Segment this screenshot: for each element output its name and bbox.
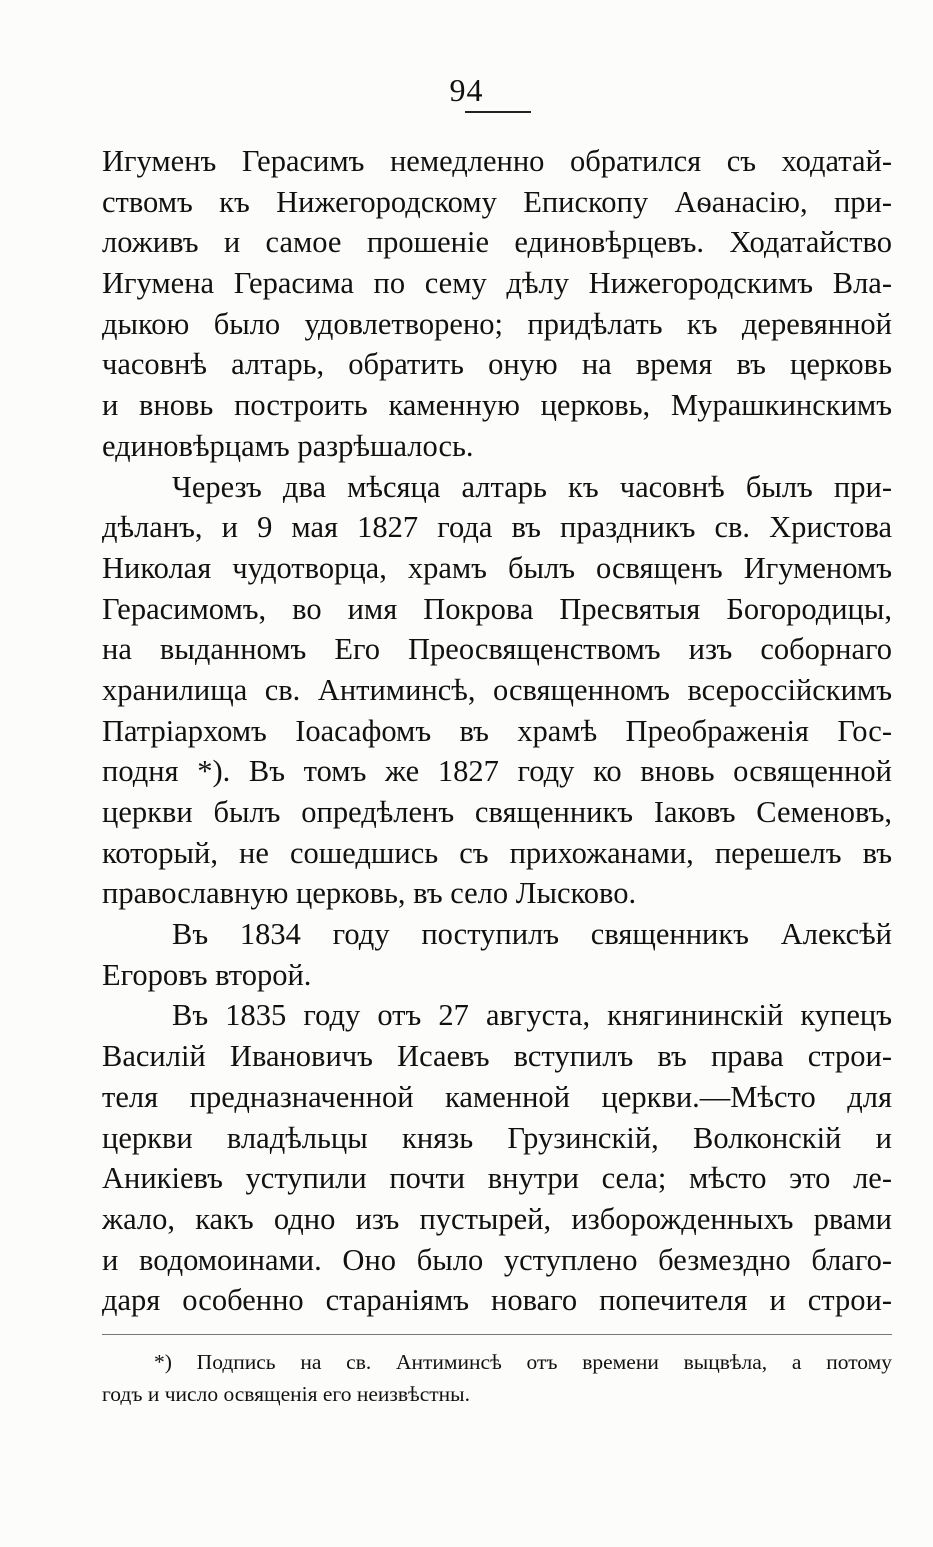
footnote-divider — [102, 1334, 892, 1335]
text-line: ствомъ къ Нижегородскому Епископу Аѳанасію, при- — [102, 184, 892, 219]
text-line: Аникіевъ уступили почти внутри села; мѣсто это ле- — [102, 1161, 892, 1196]
text-line: дыкою было удовлетворено; придѣлать къ деревянной — [102, 306, 892, 341]
text-line: Игуменъ Герасимъ немедленно обратился съ ходатай- — [102, 144, 892, 178]
text-line: Черезъ два мѣсяца алтарь къ часовнѣ былъ при- — [172, 469, 892, 504]
text-line: подня *). Въ томъ же 1827 году ко вновь освященной — [102, 754, 892, 789]
footnote-line: годъ и число освященія его неизвѣстны. — [102, 1382, 470, 1406]
text-line: на выданномъ Его Преосвященствомъ изъ соборнаго — [102, 632, 892, 667]
text-line: Въ 1835 году отъ 27 августа, княгининскій купецъ — [172, 998, 892, 1033]
text-line: дѣланъ, и 9 мая 1827 года въ праздникъ св. Христова — [102, 510, 892, 545]
text-line: единовѣрцамъ разрѣшалось. — [102, 428, 474, 463]
text-line: хранилища св. Антиминсѣ, освященномъ всероссійскимъ — [102, 672, 892, 707]
text-line: жало, какъ одно изъ пустырей, изборожденныхъ рвами — [102, 1201, 892, 1236]
text-line: православную церковь, въ село Лысково. — [102, 876, 637, 911]
text-line: и водомоинами. Оно было уступлено безмездно благо- — [102, 1242, 892, 1277]
text-line: Патріархомъ Іоасафомъ въ храмѣ Преображенія Гос- — [102, 713, 892, 748]
text-line: Николая чудотворца, храмъ былъ освященъ Игуменомъ — [102, 550, 892, 585]
text-line: Егоровъ второй. — [102, 957, 312, 992]
body-text — [102, 141, 892, 1321]
footnote — [102, 1346, 892, 1410]
text-line: церкви былъ опредѣленъ священникъ Іаковъ Семеновъ, — [102, 795, 892, 829]
footnote-line: *) Подпись на св. Антиминсѣ отъ времени выцвѣла, а потому — [154, 1350, 892, 1374]
page-number: 94 — [449, 72, 484, 108]
text-line: ложивъ и самое прошеніе единовѣрцевъ. Ходатайство — [102, 225, 892, 260]
page-number-underline — [465, 111, 531, 113]
text-line: Въ 1834 году поступилъ священникъ Алексѣй — [172, 917, 892, 952]
text-line: Герасимомъ, во имя Покрова Пресвятыя Богородицы, — [102, 591, 892, 626]
text-line: церкви владѣльцы князь Грузинскій, Волконскій и — [102, 1120, 892, 1155]
text-line: даря особенно стараніямъ новаго попечителя и строи- — [102, 1283, 892, 1318]
text-line: который, не сошедшись съ прихожанами, перешелъ въ — [102, 835, 892, 870]
text-line: Игумена Герасима по сему дѣлу Нижегородскимъ Вла- — [102, 266, 892, 301]
text-line: теля предназначенной каменной церкви.—Мѣсто для — [102, 1079, 892, 1114]
text-line: и вновь построить каменную церковь, Мурашкинскимъ — [102, 388, 892, 423]
text-line: Василій Ивановичъ Исаевъ вступилъ въ права строи- — [102, 1039, 892, 1074]
text-line: часовнѣ алтарь, обратить оную на время въ церковь — [102, 347, 892, 382]
